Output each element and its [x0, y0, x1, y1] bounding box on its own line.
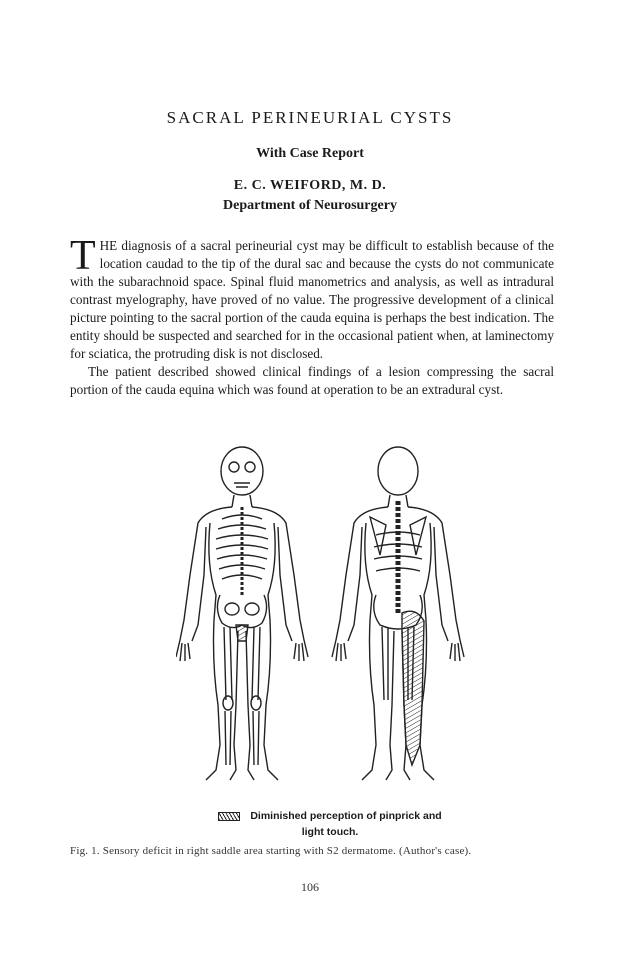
page-number: 106: [301, 880, 319, 894]
drop-cap: T: [70, 233, 96, 279]
paragraph-2: The patient described showed clinical findings of a lesion compressing the sacral portion of the cauda equina which was found at operation to be an extradural cyst.: [70, 364, 554, 397]
figure-skeleton-diagram: [176, 445, 466, 795]
front-view-figure: [176, 447, 308, 780]
paragraph-1-text: HE diagnosis of a sacral perineurial cyst may be difficult to establish because of the location caudad to the tip of the dural sac and because the cysts do not communicate with the subarachnoid space. Spinal fluid manometrics and analysis, as well as intradural contrast myelography, have proved of no value. The progressive development of a clinical picture pointing to the sacral portion of the cauda equina is perhaps the best indication. The entity should be suspected and searched for in the occasional patient when, at laminectomy for sciatica, the protruding disk is not disclosed.: [70, 238, 554, 361]
legend-text-line1: Diminished perception of pinprick and: [250, 810, 442, 822]
figure-legend: [200, 808, 460, 840]
paragraph-1: [70, 233, 554, 363]
article-title: SACRAL PERINEURIAL CYSTS: [166, 108, 454, 127]
author-name: E. C. WEIFORD, M. D.: [233, 178, 387, 193]
article-body: [70, 233, 554, 399]
author-department: Department of Neurosurgery: [223, 198, 397, 213]
figure-caption: Fig. 1. Sensory deficit in right saddle area starting with S2 dermatome. (Author's case).: [70, 845, 472, 857]
skeleton-illustration: [176, 445, 466, 795]
legend-row: [200, 808, 460, 824]
hatch-swatch-icon: [218, 812, 240, 821]
back-view-figure: [332, 447, 464, 780]
legend-text-line2: light touch.: [301, 826, 359, 838]
article-subtitle: With Case Report: [256, 146, 364, 161]
